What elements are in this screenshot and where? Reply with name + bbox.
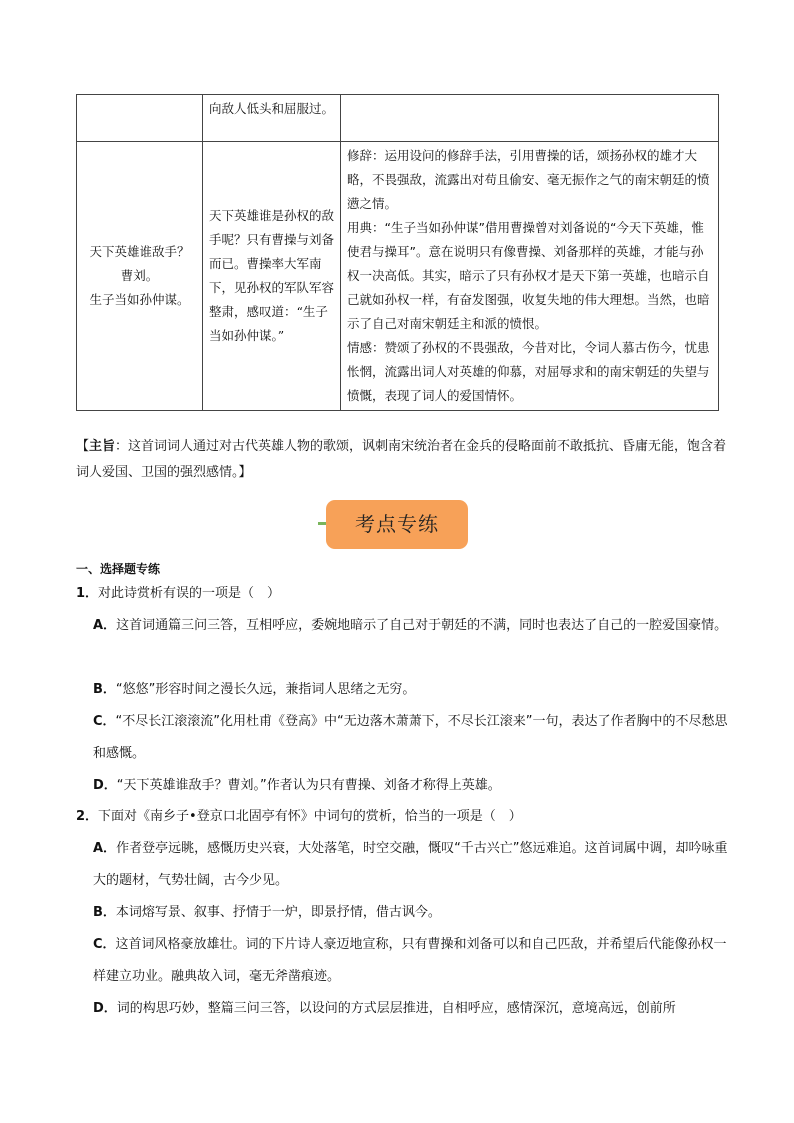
option-c	[93, 706, 733, 770]
section-title: 一、选择题专练	[76, 562, 161, 576]
option-letter: B．	[93, 905, 116, 920]
option-text: 词的构思巧妙，整篇三问三答，以设问的方式层层推进，自相呼应，感情深沉，意境高远，创前所	[116, 1001, 676, 1016]
table-cell	[341, 95, 719, 142]
table-cell: 向敌人低头和屈服过。	[203, 95, 341, 142]
option-letter: B．	[93, 682, 116, 697]
analysis-cell	[341, 142, 719, 411]
option-text: “悠悠”形容时间之漫长久远，兼指词人思绪之无穷。	[115, 682, 416, 697]
theme-paragraph	[76, 434, 736, 486]
option-letter: C．	[93, 937, 116, 952]
option-text: 这首词风格豪放雄壮。词的下片诗人豪迈地宣称，只有曹操和刘备可以和自己匹敌，并希望后代能像孙权一样建立功业。融典故入词，毫无斧凿痕迹。	[93, 937, 727, 984]
question-2	[76, 806, 726, 828]
question-stem: 下面对《南乡子•登京口北固亭有怀》中词句的赏析，恰当的一项是（ ）	[98, 809, 522, 824]
bracket-open: 【	[76, 439, 90, 454]
theme-label: 主旨	[89, 439, 116, 454]
option-letter: C．	[93, 714, 116, 729]
question-stem: 对此诗赏析有误的一项是（ ）	[98, 586, 281, 601]
translation-cell: 天下英雄谁是孙权的敌手呢？只有曹操与刘备而已。曹操率大军南下，见孙权的军队军容整肃，感叹道：“生子当如孙仲谋。”	[203, 142, 341, 411]
option-a	[93, 833, 733, 897]
question-1	[76, 583, 726, 605]
option-letter: A．	[93, 618, 117, 633]
option-text: 这首词通篇三问三答，互相呼应，委婉地暗示了自己对于朝廷的不满，同时也表达了自己的一腔爱国豪情。	[116, 618, 728, 633]
table-row	[77, 142, 719, 411]
poem-line: 天下英雄谁敌手？	[89, 244, 190, 259]
option-b	[93, 897, 733, 929]
option-text: “不尽长江滚滚流”化用杜甫《登高》中“无边落木萧萧下，不尽长江滚来”一句，表达了作者胸中的不尽愁思和感慨。	[93, 714, 728, 761]
analysis-table	[76, 94, 719, 411]
option-text: “天下英雄谁敌手？曹刘。”作者认为只有曹操、刘备才称得上英雄。	[116, 778, 501, 793]
table-row	[77, 95, 719, 142]
option-d	[93, 770, 733, 802]
option-text: 作者登亭远眺，感慨历史兴衰，大处落笔，时空交融，慨叹“千古兴亡”悠远难追。这首词属中调，却吟咏重大的题材，气势壮阔，古今少见。	[93, 841, 728, 888]
option-text: 本词熔写景、叙事、抒情于一炉，即景抒情，借古讽今。	[115, 905, 441, 920]
poem-line-cell	[77, 142, 203, 411]
poem-line: 生子当如孙仲谋。	[89, 292, 190, 307]
table-cell	[77, 95, 203, 142]
analysis-emotion: 情感：赞颂了孙权的不畏强敌，今昔对比，令词人慕古伤今，忧患怅惘，流露出词人对英雄的仰慕，对屈辱求和的南宋朝廷的失望与愤慨，表现了词人的爱国情怀。	[347, 340, 710, 403]
option-c	[93, 929, 733, 993]
option-a	[93, 610, 733, 642]
theme-text: ：这首词词人通过对古代英雄人物的歌颂，讽刺南宋统治者在金兵的侵略面前不敢抵抗、昏庸无能，饱含着词人爱国、卫国的强烈感情。	[76, 439, 727, 480]
option-letter: D．	[93, 1001, 117, 1016]
analysis-rhetoric: 修辞：运用设问的修辞手法，引用曹操的话，颂扬孙权的雄才大略，不畏强敌，流露出对苟且偷安、毫无振作之气的南宋朝廷的愤懑之情。	[347, 148, 710, 211]
option-letter: D．	[93, 778, 117, 793]
analysis-allusion: 用典：“生子当如孙仲谋”借用曹操曾对刘备说的“今天下英雄，惟使君与操耳”。意在说明只有像曹操、刘备那样的英雄，才能与孙权一决高低。其实，暗示了只有孙权才是天下第一英雄，也暗示自己就如孙权一样，有奋发图强，收复失地的伟大理想。当然，也暗示了自己对南宋朝廷主和派的愤恨。	[347, 220, 710, 331]
option-d	[93, 993, 733, 1025]
option-letter: A．	[93, 841, 117, 856]
option-b	[93, 674, 733, 706]
poem-line: 曹刘。	[120, 268, 159, 283]
bracket-close: 】	[238, 465, 252, 480]
question-number: 2．	[76, 809, 99, 824]
question-number: 1．	[76, 586, 99, 601]
section-badge: 考点专练	[326, 500, 468, 549]
